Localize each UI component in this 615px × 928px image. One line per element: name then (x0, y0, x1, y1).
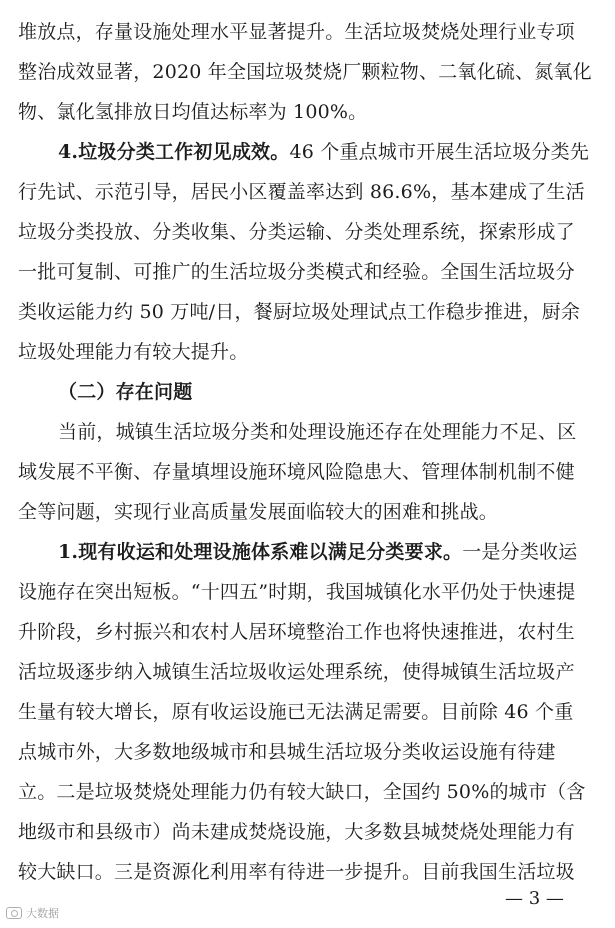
page-number: — 3 — (505, 888, 564, 909)
subsection-lead: 1.现有收运和处理设施体系难以满足分类要求。 (58, 541, 463, 563)
paragraph-line: 一批可复制、可推广的生活垃圾分类模式和经验。全国生活垃圾分 (18, 261, 575, 283)
paragraph-line: 生量有较大增长，原有收运设施已无法满足需要。目前除 46 个重 (18, 701, 574, 723)
paragraph-line (18, 532, 602, 572)
subsection-lead: 4.垃圾分类工作初见成效。 (58, 141, 290, 163)
paragraph-line: 堆放点，存量设施处理水平显著提升。生活垃圾焚烧处理行业专项 (18, 21, 575, 43)
watermark-text: 大数据 (26, 907, 59, 920)
paragraph-line: 垃圾处理能力有较大提升。 (18, 341, 249, 363)
camera-icon (6, 907, 22, 919)
paragraph-line (18, 132, 602, 172)
watermark (6, 905, 59, 921)
paragraph-line: 活垃圾逐步纳入城镇生活垃圾收运处理系统，使得城镇生活垃圾产 (18, 661, 575, 683)
paragraph-line: 较大缺口。三是资源化利用率有待进一步提升。目前我国生活垃圾 (18, 861, 575, 883)
section-heading: （二）存在问题 (58, 381, 193, 403)
paragraph-text: 一是分类收运 (462, 541, 578, 563)
paragraph-line: 升阶段，乡村振兴和农村人居环境整治工作也将快速推进，农村生 (18, 621, 575, 643)
document-page (18, 12, 602, 892)
paragraph-text: 46 个重点城市开展生活垃圾分类先 (289, 141, 590, 163)
paragraph-line: 垃圾分类投放、分类收集、分类运输、分类处理系统，探索形成了 (18, 221, 575, 243)
paragraph-line: 地级市和县级市）尚未建成焚烧设施，大多数县城焚烧处理能力有 (18, 821, 575, 843)
paragraph-line: 域发展不平衡、存量填埋设施环境风险隐患大、管理体制机制不健 (18, 461, 575, 483)
paragraph-line: 类收运能力约 50 万吨/日，餐厨垃圾处理试点工作稳步推进，厨余 (18, 301, 581, 323)
paragraph-line: 点城市外，大多数地级城市和县城生活垃圾分类收运设施有待建 (18, 741, 556, 763)
paragraph-line: 当前，城镇生活垃圾分类和处理设施还存在处理能力不足、区 (58, 421, 577, 443)
paragraph-line: 设施存在突出短板。“十四五”时期，我国城镇化水平仍处于快速提 (18, 581, 576, 603)
paragraph-line: 物、氯化氢排放日均值达标率为 100%。 (18, 101, 368, 123)
paragraph-line: 全等问题，实现行业高质量发展面临较大的困难和挑战。 (18, 501, 499, 523)
paragraph-line: 立。二是垃圾焚烧处理能力仍有较大缺口，全国约 50%的城市（含 (18, 781, 586, 803)
paragraph-line: 行先试、示范引导，居民小区覆盖率达到 86.6%，基本建成了生活 (18, 181, 585, 203)
paragraph-line: 整治成效显著，2020 年全国垃圾焚烧厂颗粒物、二氧化硫、氮氧化 (18, 61, 592, 83)
